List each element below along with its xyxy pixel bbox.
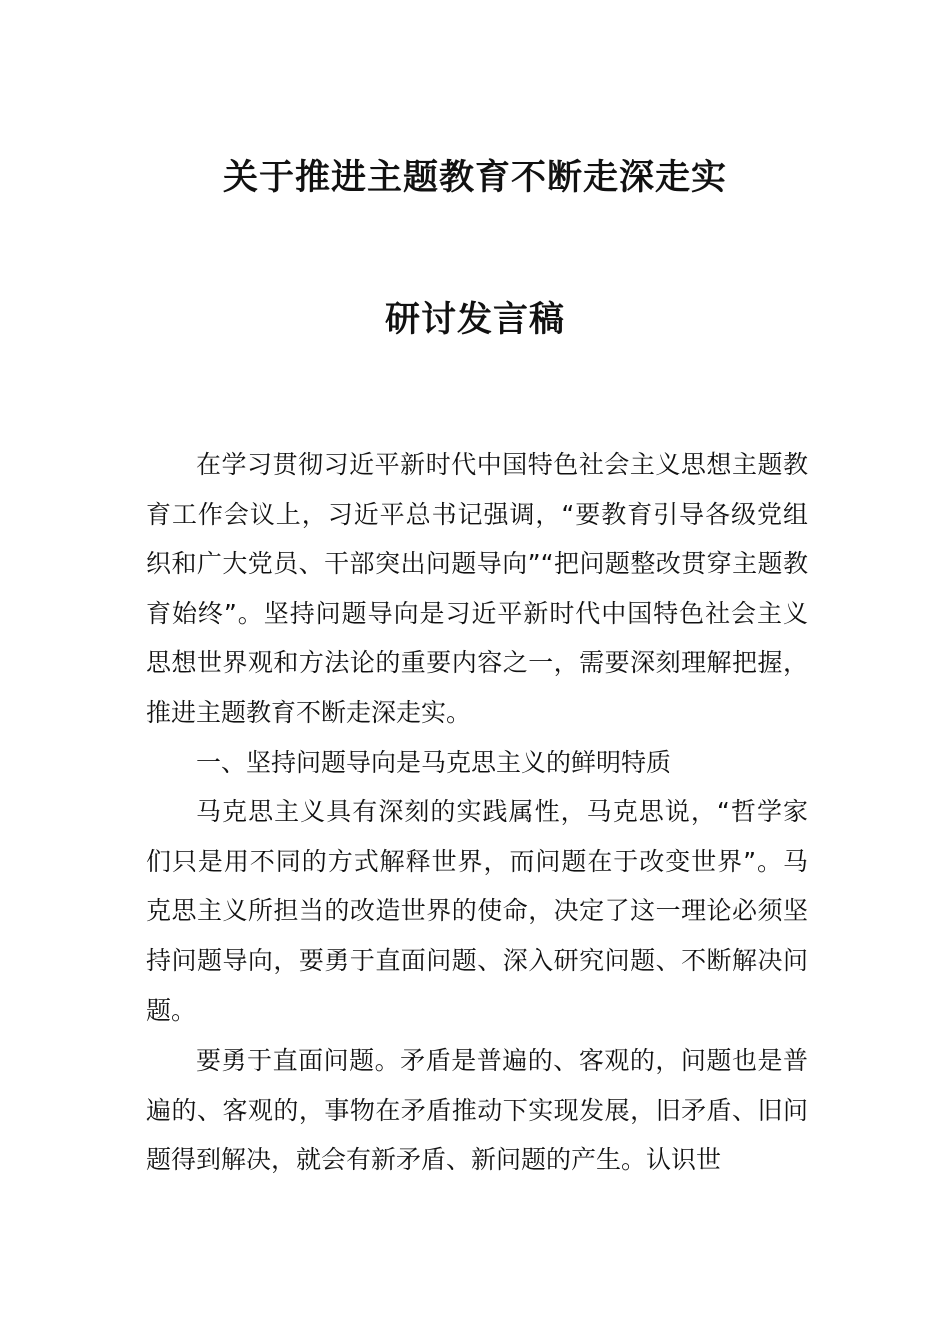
- paragraph-intro: 在学习贯彻习近平新时代中国特色社会主义思想主题教育工作会议上，习近平总书记强调，“要教育引导各级党组织和广大党员、干部突出问题导向”“把问题整改贯穿主题教育始终”。坚持问题导向是习近平新时代中国特色社会主义思想世界观和方法论的重要内容之一，需要深刻理解把握，推进主题教育不断走深走实。: [146, 450, 808, 727]
- paragraph-marxism-practice: 马克思主义具有深刻的实践属性，马克思说，“哲学家们只是用不同的方式解释世界，而问题在于改变世界”。马克思主义所担当的改造世界的使命，决定了这一理论必须坚持问题导向，要勇于直面问题、深入研究问题、不断解决问题。: [146, 797, 808, 1025]
- document-body: [146, 440, 808, 1185]
- section-heading-1: 一、坚持问题导向是马克思主义的鲜明特质: [196, 747, 672, 777]
- document-title: 关于推进主题教育不断走深走实: [222, 158, 727, 198]
- document-subtitle: 研讨发言稿: [384, 300, 565, 340]
- paragraph-face-problems: 要勇于直面问题。矛盾是普遍的、客观的，问题也是普遍的、客观的，事物在矛盾推动下实现发展，旧矛盾、旧问题得到解决，就会有新矛盾、新问题的产生。认识世: [146, 1046, 808, 1175]
